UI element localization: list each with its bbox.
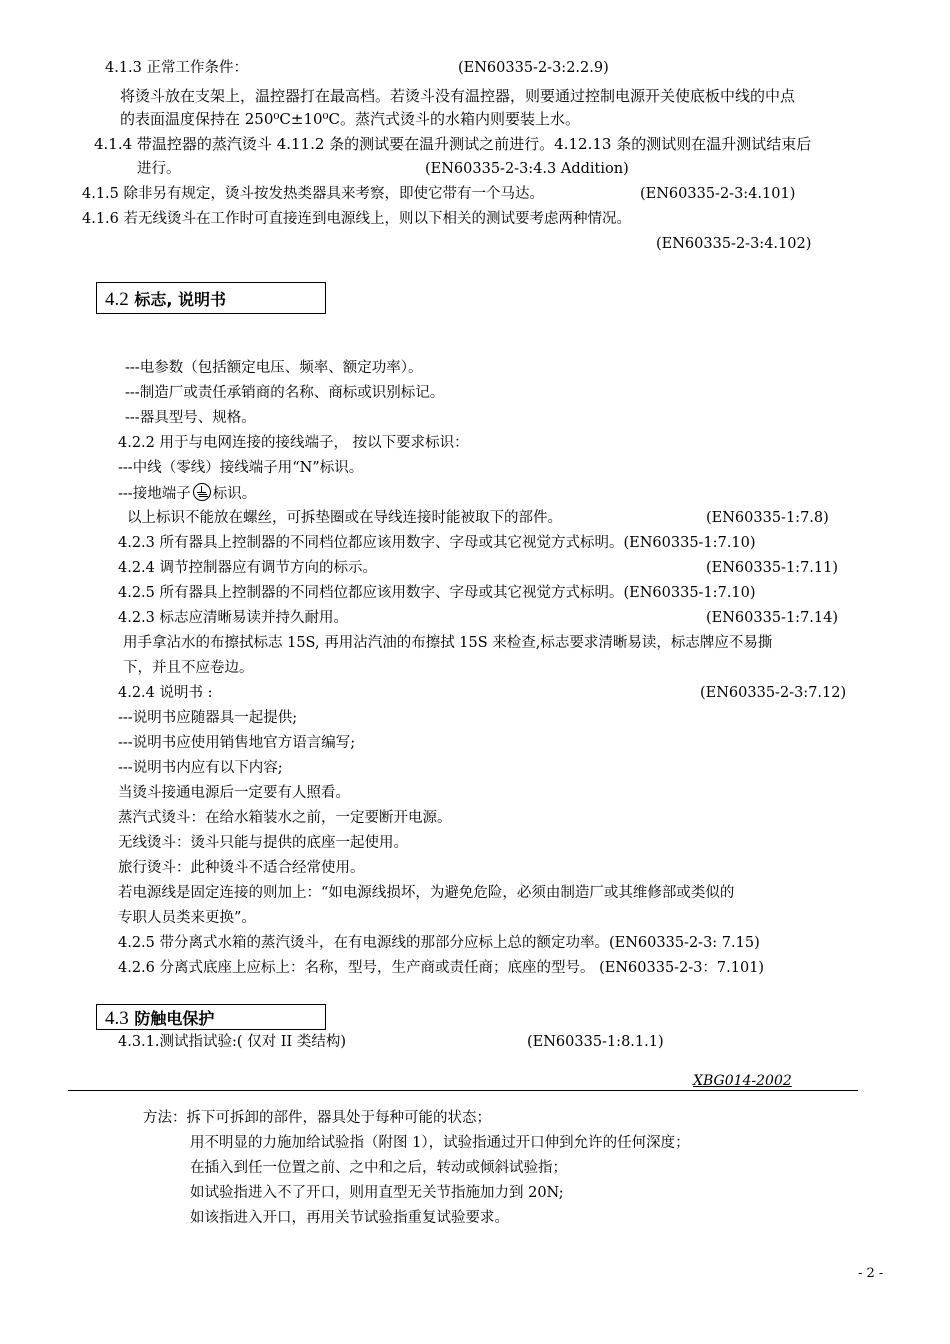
manual-text: 无线烫斗：烫斗只能与提供的底座一起使用。 (118, 835, 408, 851)
clause-4-2-5: 4.2.5 所有器具上控制器的不同档位都应该用数字、字母或其它视觉方式标明。(EN60335-1:7.10) (118, 585, 756, 601)
manual-text: 蒸汽式烫斗：在给水箱装水之前，一定要断开电源。 (118, 810, 452, 826)
ref-7-11: (EN60335-1:7.11) (706, 560, 839, 576)
clause-4-2-3: 4.2.3 所有器具上控制器的不同档位都应该用数字、字母或其它视觉方式标明。(EN60335-1:7.10) (118, 535, 756, 551)
para-rub-test-a: 用手拿沾水的布擦拭标志 15S, 再用沾汽油的布擦拭 15S 来检查,标志要求清晰易读，标志牌应不易撕 (123, 635, 773, 651)
section-heading-4-2 (96, 282, 326, 314)
clause-4-3-1: 4.3.1.测试指试验:( 仅对 II 类结构) (118, 1034, 346, 1050)
para-rub-test-b: 下，并且不应卷边。 (123, 660, 254, 676)
manual-text: 当烫斗接通电源后一定要有人照看。 (118, 785, 350, 801)
clause-4-2-4-manual: 4.2.4 说明书 : (118, 685, 213, 701)
earth-label-end: 标识。 (212, 486, 257, 502)
clause-4-1-5: 4.1.5 除非另有规定，烫斗按发热类器具来考察，即使它带有一个马达。 (82, 186, 545, 202)
section-title: 标志, 说明书 (134, 290, 226, 309)
ref-7-12: (EN60335-2-3:7.12) (700, 685, 847, 701)
page-number: - 2 - (858, 1266, 884, 1281)
manual-text: 旅行烫斗：此种烫斗不适合经常使用。 (118, 860, 365, 876)
clause-4-1-4: 4.1.4 带温控器的蒸汽烫斗 4.11.2 条的测试要在温升测试之前进行。4.12.13 条的测试则在温升测试结束后 (94, 135, 812, 153)
clause-4-2-4: 4.2.4 调节控制器应有调节方向的标示。 (118, 560, 378, 576)
earth-symbol-icon (193, 483, 211, 501)
section-heading-4-3 (96, 1004, 326, 1030)
method-line: 如试验指进入不了开口，则用直型无关节指施加力到 20N; (190, 1185, 564, 1201)
clause-4-2-6: 4.2.6 分离式底座上应标上：名称，型号，生产商或责任商；底座的型号。 (EN60335-2-3：7.101) (118, 960, 765, 976)
document-id: XBG014-2002 (693, 1073, 792, 1089)
para-marking-position: 以上标识不能放在螺丝，可拆垫圈或在导线连接时能被取下的部件。 (127, 510, 562, 526)
list-item: ---器具型号、规格。 (125, 410, 256, 426)
list-item: ---说明书内应有以下内容; (118, 760, 283, 776)
method-line: 方法：拆下可拆卸的部件，器具处于每种可能的状态； (143, 1110, 491, 1126)
list-item: ---电参数（包括额定电压、频率、额定功率）。 (125, 360, 423, 376)
method-line: 如该指进入开口，再用关节试验指重复试验要求。 (190, 1210, 509, 1226)
ref-4-1-4: (EN60335-2-3:4.3 Addition) (425, 161, 629, 177)
para-4-1-3-b: 的表面温度保持在 250⁰C±10⁰C。蒸汽式烫斗的水箱内则要装上水。 (120, 110, 581, 128)
para-4-1-3-a: 将烫斗放在支架上，温控器打在最高档。若烫斗没有温控器，则要通过控制电源开关使底板中线的中点 (120, 87, 796, 105)
ref-8-1-1: (EN60335-1:8.1.1) (527, 1034, 664, 1050)
footer-rule (68, 1090, 858, 1091)
ref-4-1-3: (EN60335-2-3:2.2.9) (458, 60, 609, 76)
list-item: ---制造厂或责任承销商的名称、商标或识别标记。 (125, 385, 445, 401)
section-number: 4.2 (105, 289, 129, 310)
manual-text: 若电源线是固定连接的则加上：“如电源线损坏，为避免危险，必须由制造厂或其维修部或类似的 (118, 885, 735, 901)
ref-7-8: (EN60335-1:7.8) (706, 510, 829, 526)
ref-4-1-5: (EN60335-2-3:4.101) (640, 186, 796, 202)
list-item: ---说明书应使用销售地官方语言编写; (118, 735, 356, 751)
manual-text: 专职人员类来更换”。 (118, 910, 256, 926)
method-line: 在插入到任一位置之前、之中和之后，转动或倾斜试验指； (190, 1160, 567, 1176)
clause-4-2-5-steam: 4.2.5 带分离式水箱的蒸汽烫斗，在有电源线的那部分应标上总的额定功率。(EN60335-2-3: 7.15) (118, 935, 760, 951)
clause-4-2-3-durability: 4.2.3 标志应清晰易读并持久耐用。 (118, 610, 349, 626)
section-title: 防触电保护 (134, 1009, 215, 1028)
list-item: ---说明书应随器具一起提供; (118, 710, 298, 726)
clause-4-1-3: 4.1.3 正常工作条件： (105, 60, 249, 76)
ref-7-14: (EN60335-1:7.14) (706, 610, 839, 626)
section-number: 4.3 (105, 1008, 129, 1029)
list-item-earth (118, 483, 256, 504)
clause-4-2-2: 4.2.2 用于与电网连接的接线端子， 按以下要求标识： (118, 435, 469, 451)
list-item: ---中线（零线）接线端子用“N”标识。 (118, 460, 364, 476)
clause-4-1-6: 4.1.6 若无线烫斗在工作时可直接连到电源线上，则以下相关的测试要考虑两种情况。 (82, 211, 632, 227)
method-line: 用不明显的力施加给试验指（附图 1），试验指通过开口伸到允许的任何深度； (190, 1135, 690, 1151)
earth-label: ---接地端子 (118, 486, 191, 502)
ref-4-1-6: (EN60335-2-3:4.102) (656, 236, 812, 252)
clause-4-1-4-cont: 进行。 (137, 161, 181, 177)
